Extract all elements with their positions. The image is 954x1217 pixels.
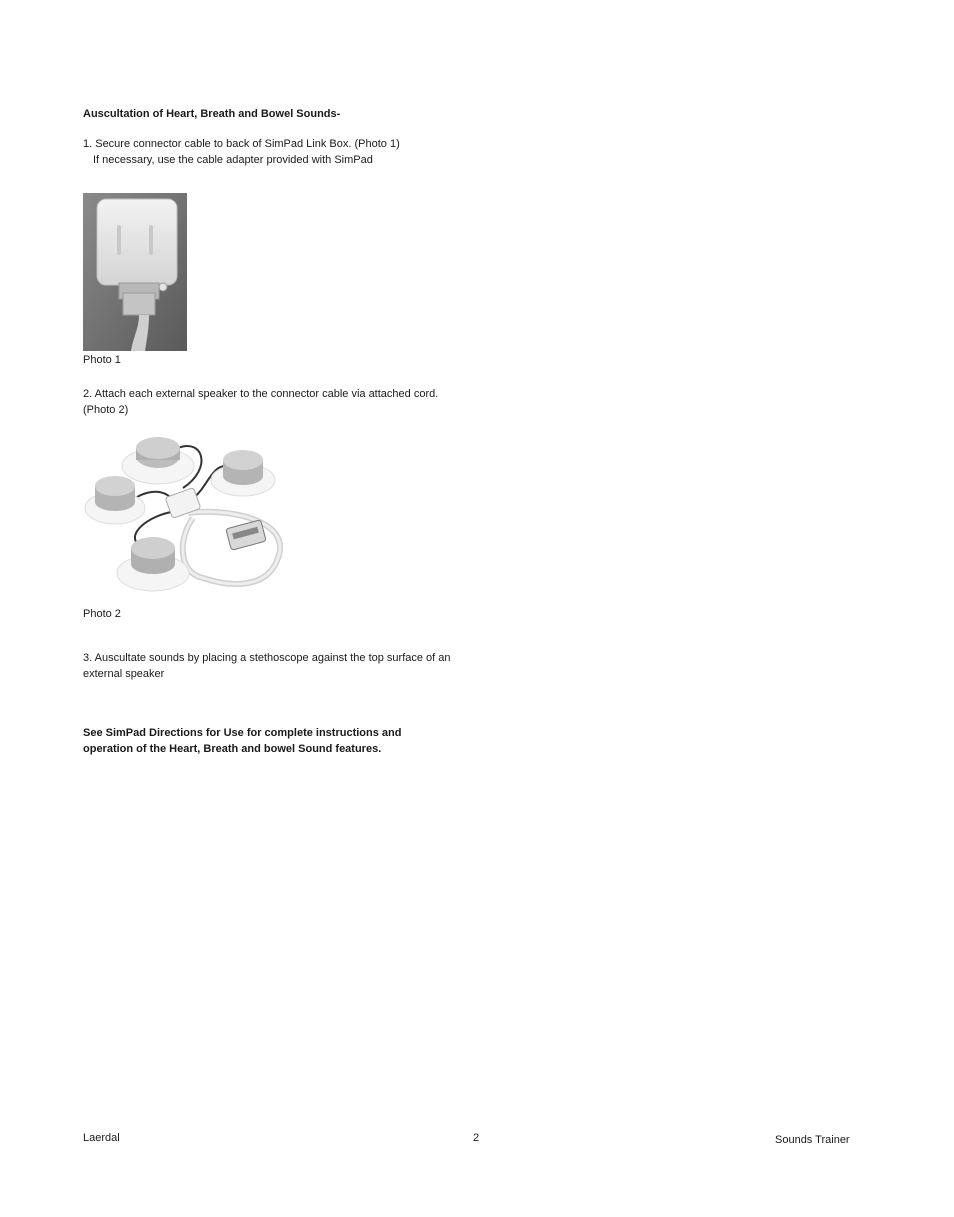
step-2 (83, 386, 438, 418)
section-heading: Auscultation of Heart, Breath and Bowel Sounds- (83, 108, 341, 120)
footer-brand: Laerdal (83, 1132, 120, 1144)
step-2-line-2: (Photo 2) (83, 404, 129, 416)
step-3-line-1: 3. Auscultate sounds by placing a stethoscope against the top surface of an (83, 652, 451, 664)
step-1-line-1: 1. Secure connector cable to back of SimPad Link Box. (Photo 1) (83, 138, 400, 150)
footer-page-number: 2 (473, 1132, 480, 1144)
photo-1-caption: Photo 1 (83, 354, 121, 366)
photo-2-external-speakers (83, 428, 289, 606)
directions-note-line-1: See SimPad Directions for Use for complete instructions and (83, 727, 402, 739)
step-2-line-1: 2. Attach each external speaker to the connector cable via attached cord. (83, 388, 439, 400)
photo-2-caption: Photo 2 (83, 608, 121, 620)
step-3-line-2: external speaker (83, 668, 165, 680)
step-3 (83, 650, 451, 682)
step-1-line-2: If necessary, use the cable adapter provided with SimPad (93, 154, 373, 166)
photo-1-link-box (83, 193, 187, 351)
footer-product-name: Sounds Trainer (775, 1134, 850, 1146)
directions-note-line-2: operation of the Heart, Breath and bowel Sound features. (83, 743, 382, 755)
directions-note (83, 725, 401, 757)
step-1 (83, 136, 400, 168)
